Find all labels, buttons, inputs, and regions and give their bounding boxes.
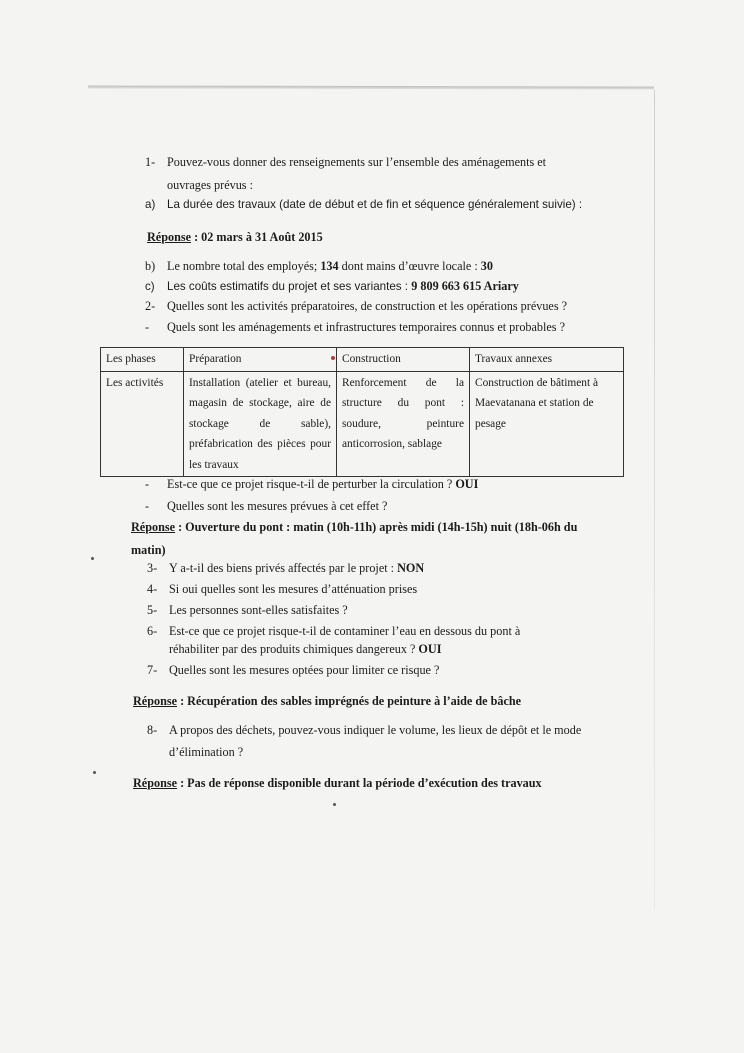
question-3: 3- Y a-t-il des biens privés affectés par le projet : NON	[147, 561, 425, 575]
question-2: 2- Quelles sont les activités préparatoires, de construction et les opérations prévues ?	[145, 299, 568, 313]
table-cell-preparation: Installation (atelier et bureau, magasin de stockage, aire de stockage de sable), préfabrication des pièces pour les travaux	[184, 371, 337, 477]
question-5: 5- Les personnes sont-elles satisfaites ?	[147, 603, 348, 617]
table-row	[101, 371, 624, 477]
question-dash-3: - Quelles sont les mesures prévues à cet effet ?	[145, 499, 388, 513]
question-6-cont: réhabiliter par des produits chimiques dangereux ? OUI	[169, 642, 442, 656]
question-dash-1: - Quels sont les aménagements et infrastructures temporaires connus et probables ?	[145, 320, 565, 334]
question-8-cont: d’élimination ?	[169, 745, 244, 759]
question-6: 6- Est-ce que ce projet risque-t-il de contaminer l’eau en dessous du pont à	[147, 624, 521, 638]
question-4: 4- Si oui quelles sont les mesures d’atténuation prises	[147, 582, 418, 596]
question-a: a) La durée des travaux (date de début et de fin et séquence généralement suivie) :	[145, 198, 583, 211]
table-header: Préparation	[184, 348, 337, 372]
table-header: Les phases	[101, 348, 184, 372]
scan-speck	[93, 771, 96, 774]
table-cell-row-label: Les activités	[101, 371, 184, 477]
scan-speck	[91, 557, 94, 560]
table-header-row	[101, 348, 624, 372]
question-b: b) Le nombre total des employés; 134 dont mains d’œuvre locale : 30	[145, 259, 493, 273]
scan-edge-right	[654, 90, 655, 910]
question-c: c) Les coûts estimatifs du projet et ses variantes : 9 809 663 615 Ariary	[145, 279, 519, 293]
table-cell-annexes: Construction de bâtiment à Maevatanana et station de pesage	[470, 371, 624, 477]
scan-speck-red	[331, 356, 335, 360]
scan-edge-top	[88, 86, 654, 90]
question-1-cont: ouvrages prévus :	[167, 178, 253, 192]
question-7: 7- Quelles sont les mesures optées pour limiter ce risque ?	[147, 663, 440, 677]
scan-speck	[333, 803, 336, 806]
question-8: 8- A propos des déchets, pouvez-vous indiquer le volume, les lieux de dépôt et le mode	[147, 723, 582, 737]
response-1: Réponse : 02 mars à 31 Août 2015	[147, 230, 323, 244]
table-header: Travaux annexes	[470, 348, 624, 372]
response-2: Réponse : Ouverture du pont : matin (10h-11h) après midi (14h-15h) nuit (18h-06h du	[131, 520, 578, 534]
table-cell-construction: Renforcement de la structure du pont : soudure, peinture anticorrosion, sablage	[337, 371, 470, 477]
activities-table	[100, 347, 624, 477]
question-dash-2: - Est-ce que ce projet risque-t-il de perturber la circulation ? OUI	[145, 477, 479, 491]
table-header: Construction	[337, 348, 470, 372]
response-3: Réponse : Récupération des sables imprégnés de peinture à l’aide de bâche	[133, 694, 522, 708]
response-4: Réponse : Pas de réponse disponible durant la période d’exécution des travaux	[133, 776, 542, 790]
response-2-cont: matin)	[131, 543, 166, 557]
question-1: 1- Pouvez-vous donner des renseignements sur l’ensemble des aménagements et	[145, 155, 547, 169]
